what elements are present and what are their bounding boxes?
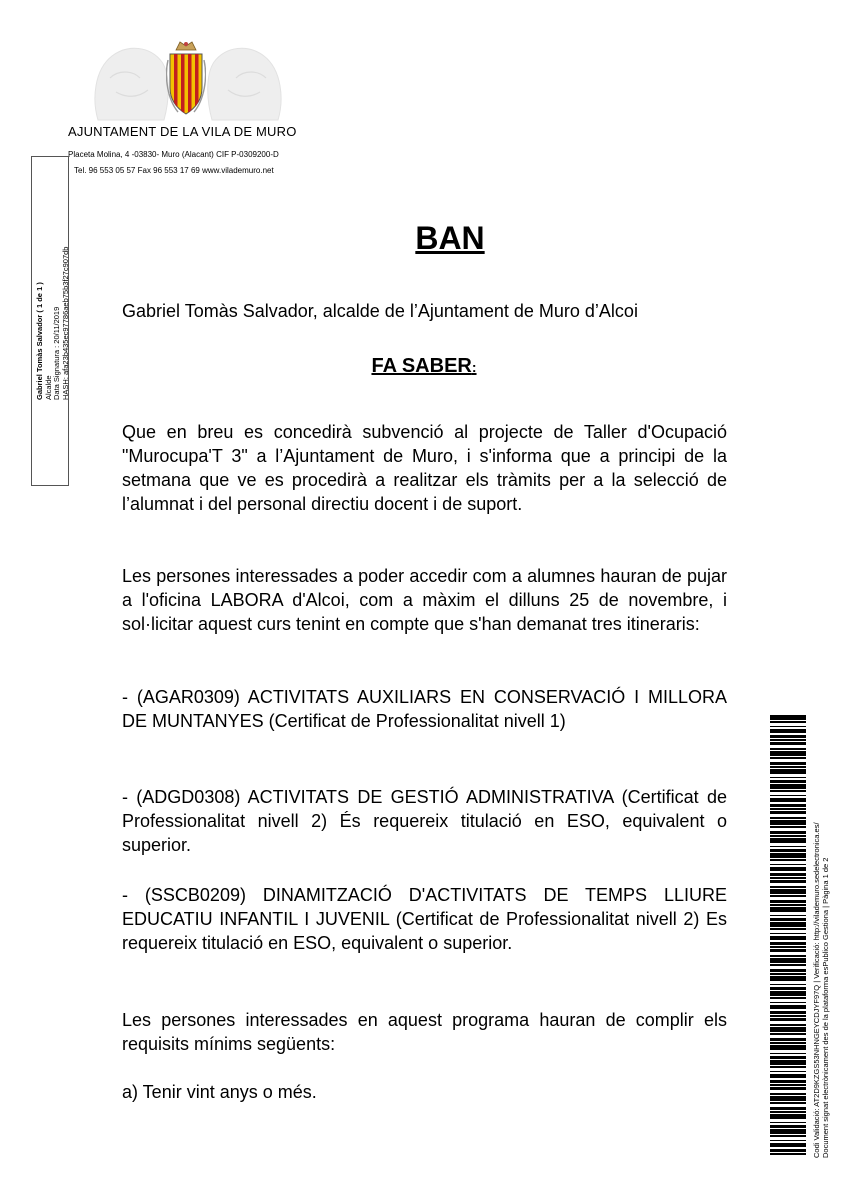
barcode-bar [770, 864, 806, 866]
barcode-bar [770, 780, 806, 783]
barcode-bar [770, 1111, 806, 1113]
barcode-bar [770, 715, 806, 720]
barcode-bar [770, 859, 806, 861]
barcode-bar [770, 820, 806, 825]
barcode-bar [770, 735, 806, 738]
itinerary-agar0309: - (AGAR0309) ACTIVITATS AUXILIARS EN CONSERVACIÓ I MILLORA DE MUNTANYES (Certificat de Professionalitat nivell 1) [122, 687, 727, 731]
barcode-bar [770, 769, 806, 774]
barcode-bar [770, 1066, 806, 1068]
paragraph-applicants: Les persones interessades a poder accedir com a alumnes hauran de pujar a l'oficina LABORA d'Alcoi, com a màxim el dilluns 25 de novembre, i sol·licitar aquest curs tenint en compte que s'han demanat tres itineraris: [122, 566, 727, 634]
paragraph-announcement: Que en breu es concedirà subvenció al projecte de Taller d'Ocupació "Murocupa'T 3" a l’Ajuntament de Muro, i s'informa que a principi de la setmana que ve es procedirà a realitzar els tràmits per a la selecció de l’alumnat i del personal directiu docent i de suport. [122, 422, 727, 514]
barcode-bar [770, 1053, 806, 1055]
barcode-bar [770, 757, 806, 759]
barcode-bar [770, 964, 806, 966]
barcode-bar [770, 1071, 806, 1073]
barcode-bar [770, 973, 806, 975]
barcode-bar [770, 933, 806, 935]
fa-saber-colon: : [471, 359, 477, 375]
barcode-bar [770, 987, 806, 990]
barcode-bar [770, 1143, 806, 1148]
fa-saber-heading [0, 355, 848, 378]
barcode-bar [770, 928, 806, 930]
requirement-a: a) Tenir vint anys o més. [122, 1082, 317, 1102]
signature-role: Alcalde [43, 375, 53, 400]
barcode-bar [770, 739, 806, 741]
barcode-bar [770, 1033, 806, 1035]
barcode-bar [770, 1038, 806, 1041]
barcode-bar [770, 1135, 806, 1137]
barcode-bar [770, 1084, 806, 1086]
barcode-bar [770, 1102, 806, 1104]
barcode-bar [770, 726, 806, 728]
barcode-bar [770, 958, 806, 963]
barcode-bar [770, 1027, 806, 1032]
barcode-bar [770, 795, 806, 797]
barcode-bar [770, 790, 806, 792]
barcode-bar [770, 1074, 806, 1079]
barcode-bar [770, 1114, 806, 1119]
organization-contact: Tel. 96 553 05 57 Fax 96 553 17 69 www.vilademuro.net [74, 166, 274, 175]
barcode-bar [770, 849, 806, 852]
barcode-bar [770, 838, 806, 843]
barcode-bar [770, 1096, 806, 1101]
barcode-bar [770, 1125, 806, 1128]
barcode-bar [770, 798, 806, 803]
barcode-bar [770, 784, 806, 789]
barcode-bar [770, 835, 806, 837]
barcode-bar [770, 777, 806, 779]
barcode-bar [770, 804, 806, 807]
barcode-bar [770, 1015, 806, 1017]
barcode-bar [770, 946, 806, 948]
barcode-bar [770, 742, 806, 745]
barcode-bar [770, 748, 806, 750]
barcode-bar [770, 1080, 806, 1083]
barcode-bar [770, 751, 806, 756]
document-title: BAN [415, 220, 485, 256]
signature-date: Data Signatura : 20/11/2019 [52, 306, 62, 400]
barcode-bar [770, 1149, 806, 1152]
barcode-bar [770, 895, 806, 897]
fa-saber-text: FA SABER [371, 355, 472, 377]
barcode-bar [770, 889, 806, 894]
verification-block [812, 822, 830, 1158]
barcode-bar [770, 942, 806, 945]
barcode-bar [770, 1045, 806, 1050]
barcode-bar [770, 1042, 806, 1044]
barcode-bar [770, 1024, 806, 1026]
barcode-bar [770, 984, 806, 986]
barcode-bar [770, 826, 806, 828]
barcode-bar [770, 918, 806, 921]
paragraph-requirements: Les persones interessades en aquest programa hauran de complir els requisits mínims següents: [122, 1010, 727, 1054]
barcode-bar [770, 762, 806, 765]
itinerary-adgd0308: - (ADGD0308) ACTIVITATS DE GESTIÓ ADMINISTRATIVA (Certificat de Professionalitat nivell 2) És requereix titulació en ESO, equivalent o superior. [122, 787, 727, 855]
verification-platform: Document signat electrònicament des de la plataforma esPublico Gestiona | Pàgina 1 de 2 [821, 857, 830, 1158]
barcode-bar [770, 976, 806, 981]
barcode-bar [770, 831, 806, 834]
verification-code: Codi Validació: AT2D9KZGS53NHNGEYCDJYF97Q | Verificació: http://vilademuro.sedelectronica.es/ [812, 822, 821, 1158]
barcode-bar [770, 880, 806, 883]
signature-hash: HASH: afa23b435ec97786aeb75b3f27c907db [60, 246, 70, 400]
barcode-bar [770, 1107, 806, 1110]
barcode-bar [770, 1122, 806, 1124]
barcode-bar [770, 915, 806, 917]
intro-line: Gabriel Tomàs Salvador, alcalde de l’Ajuntament de Muro d’Alcoi [122, 301, 638, 321]
barcode-bar [770, 1087, 806, 1090]
barcode-bar [770, 1060, 806, 1065]
barcode-bar [770, 949, 806, 952]
barcode-bar [770, 886, 806, 888]
barcode-bar [770, 991, 806, 996]
barcode-bar [770, 817, 806, 819]
barcode-bar [770, 766, 806, 768]
barcode-bar [770, 1018, 806, 1021]
barcode-bar [770, 955, 806, 957]
itinerary-sscb0209: - (SSCB0209) DINAMITZACIÓ D'ACTIVITATS DE TEMPS LLIURE EDUCATIU INFANTIL I JUVENIL (Certificat de Professionalitat nivell 2) Es requereix titulació en ESO, equivalent o superior. [122, 885, 727, 953]
barcode-bar [770, 969, 806, 972]
signature-signer: Gabriel Tomàs Salvador ( 1 de 1 ) [35, 282, 44, 400]
barcode-bar [770, 811, 806, 814]
barcode-bar [770, 1129, 806, 1134]
organization-name: AJUNTAMENT DE LA VILA DE MURO [68, 124, 297, 139]
barcode-bar [770, 1002, 806, 1004]
barcode-bar [770, 1011, 806, 1014]
barcode-bar [770, 808, 806, 810]
barcode-bar [770, 904, 806, 906]
barcode-bar [770, 877, 806, 879]
barcode [770, 715, 806, 1155]
barcode-bar [770, 721, 806, 723]
barcode-bar [770, 853, 806, 858]
barcode-bar [770, 873, 806, 876]
barcode-bar [770, 867, 806, 872]
organization-address: Placeta Molina, 4 -03830- Muro (Alacant) CIF P-0309200-D [68, 150, 279, 159]
barcode-bar [770, 900, 806, 903]
barcode-bar [770, 729, 806, 734]
barcode-bar [770, 1140, 806, 1142]
barcode-bar [770, 846, 806, 848]
barcode-bar [770, 1056, 806, 1059]
barcode-bar [770, 1005, 806, 1010]
barcode-bar [770, 1093, 806, 1095]
municipal-coat-of-arms-icon [166, 38, 206, 120]
barcode-bar [770, 907, 806, 912]
barcode-bar [770, 936, 806, 941]
barcode-bar [770, 1153, 806, 1155]
barcode-bar [770, 922, 806, 927]
barcode-bar [770, 997, 806, 999]
